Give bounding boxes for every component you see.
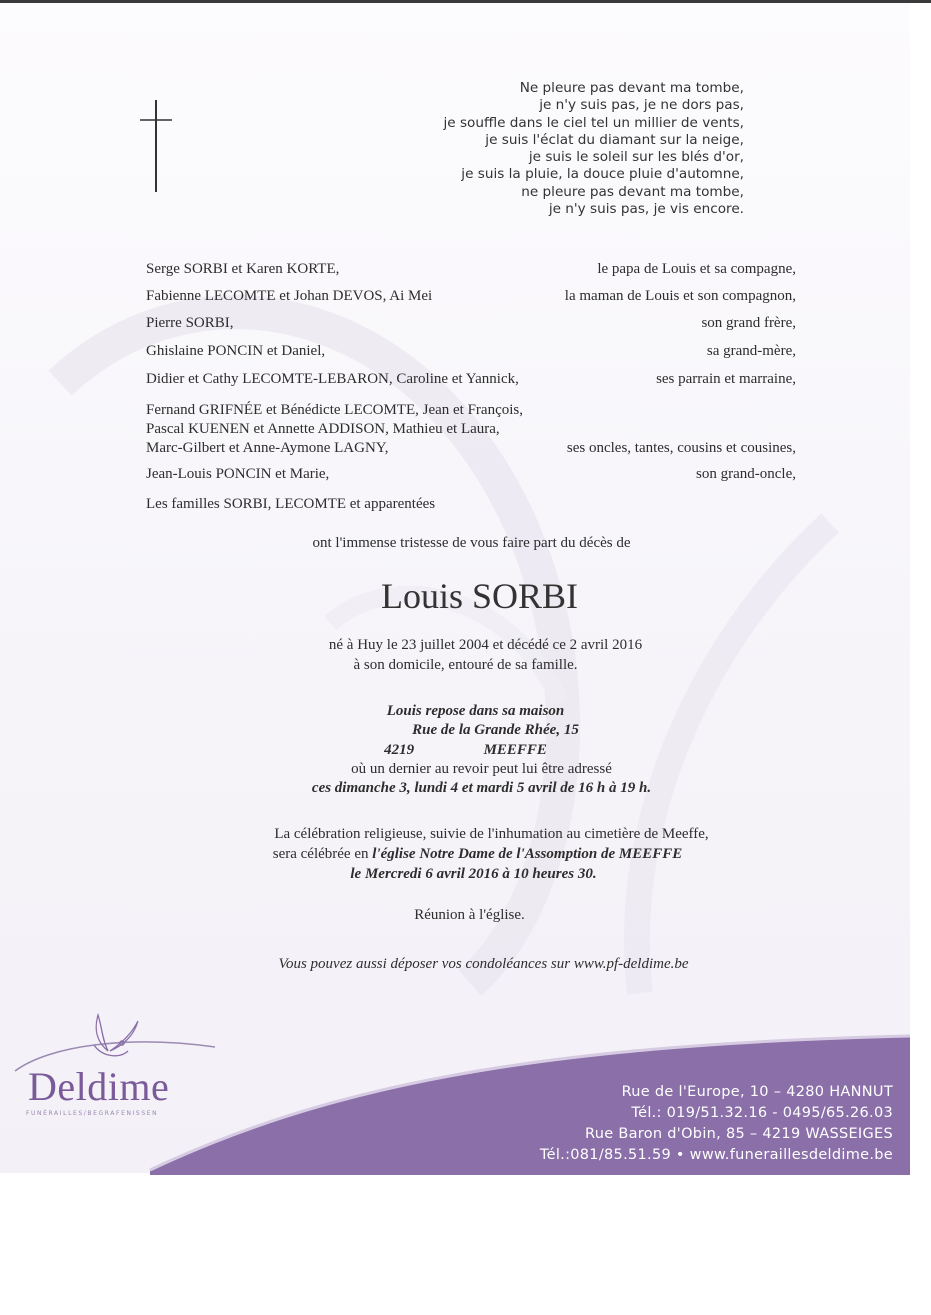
family-relation: ses oncles, tantes, cousins et cousines, bbox=[566, 440, 796, 456]
rest-line: Louis repose dans sa maison bbox=[386, 703, 565, 719]
family-relation: son grand-oncle, bbox=[696, 466, 796, 482]
announcement: ont l'immense tristesse de vous faire part du décès de bbox=[312, 535, 631, 551]
visitation-dates: ces dimanche 3, lundi 4 et mardi 5 avril de 16 h à 19 h. bbox=[311, 780, 652, 796]
family-member: Pierre SORBI, bbox=[146, 315, 234, 331]
rest-town: MEEFFE bbox=[483, 742, 547, 758]
family-relation: sa grand-mère, bbox=[706, 343, 796, 359]
contact-phone-hannut: Tél.: 019/51.32.16 - 0495/65.26.03 bbox=[631, 1105, 893, 1121]
ceremony-church-line bbox=[12, 845, 931, 864]
family-relation: le papa de Louis et sa compagne, bbox=[597, 261, 796, 277]
logo-tagline: FUNÉRAILLES/BEGRAFENISSEN bbox=[26, 1110, 159, 1117]
poem-line: je suis la pluie, la douce pluie d'automne, bbox=[461, 166, 744, 183]
condolences: Vous pouvez aussi déposer vos condoléances sur www.pf-deldime.be bbox=[278, 956, 689, 972]
reunion: Réunion à l'église. bbox=[414, 907, 525, 923]
rest-town-line bbox=[0, 741, 931, 760]
poem-line: ne pleure pas devant ma tombe, bbox=[521, 183, 744, 200]
family-member: Ghislaine PONCIN et Daniel, bbox=[146, 343, 326, 359]
family-relation: ses parrain et marraine, bbox=[656, 371, 796, 387]
poem-line: Ne pleure pas devant ma tombe, bbox=[519, 80, 744, 96]
poem-line: je suis le soleil sur les blés d'or, bbox=[528, 149, 744, 166]
contact-address-hannut: Rue de l'Europe, 10 – 4280 HANNUT bbox=[621, 1084, 893, 1100]
family-member: Didier et Cathy LECOMTE-LEBARON, Caroline et Yannick, bbox=[146, 371, 519, 387]
logo-name: Deldime bbox=[28, 1064, 170, 1109]
poem-line: je suis l'éclat du diamant sur la neige, bbox=[485, 131, 744, 148]
rest-address: Rue de la Grande Rhée, 15 bbox=[412, 722, 579, 738]
poem-line: je n'y suis pas, je ne dors pas, bbox=[539, 97, 744, 114]
family-member: Serge SORBI et Karen KORTE, bbox=[146, 261, 340, 277]
ceremony-line: La célébration religieuse, suivie de l'inhumation au cimetière de Meeffe, bbox=[274, 826, 709, 842]
family-relation: son grand frère, bbox=[701, 315, 796, 331]
poem bbox=[380, 80, 744, 218]
family-relation: la maman de Louis et son compagnon, bbox=[564, 288, 796, 304]
birth-death-line: né à Huy le 23 juillet 2004 et décédé ce 2 avril 2016 bbox=[328, 637, 643, 653]
family-member: Les familles SORBI, LECOMTE et apparentées bbox=[146, 496, 436, 512]
family-member: Fabienne LECOMTE et Johan DEVOS, Ai Mei bbox=[146, 288, 433, 304]
cross-icon bbox=[138, 98, 174, 194]
rest-postcode: 4219 bbox=[384, 742, 415, 758]
contact-block bbox=[540, 1082, 893, 1166]
place-of-death: à son domicile, entouré de sa famille. bbox=[353, 657, 578, 673]
poem-line: je souffle dans le ciel tel un millier de vents, bbox=[443, 114, 744, 131]
ceremony-prefix: sera célébrée en bbox=[272, 846, 373, 862]
family-member: Marc-Gilbert et Anne-Aymone LAGNY, bbox=[146, 440, 389, 456]
ceremony-date: le Mercredi 6 avril 2016 à 10 heures 30. bbox=[350, 866, 597, 882]
family-member: Pascal KUENEN et Annette ADDISON, Mathieu et Laura, bbox=[146, 421, 500, 437]
deceased-name: Louis SORBI bbox=[380, 576, 579, 616]
family-member: Fernand GRIFNÉE et Bénédicte LECOMTE, Jean et François, bbox=[146, 402, 523, 418]
contact-address-wasseiges: Rue Baron d'Obin, 85 – 4219 WASSEIGES bbox=[585, 1126, 893, 1142]
contact-phone-website: Tél.:081/85.51.59 • www.funeraillesdeldime.be bbox=[539, 1147, 893, 1163]
ceremony-church: l'église Notre Dame de l'Assomption de MEEFFE bbox=[372, 846, 683, 862]
visitation-line: où un dernier au revoir peut lui être adressé bbox=[351, 761, 612, 777]
family-member: Jean-Louis PONCIN et Marie, bbox=[146, 466, 330, 482]
poem-line: je n'y suis pas, je vis encore. bbox=[548, 201, 744, 218]
